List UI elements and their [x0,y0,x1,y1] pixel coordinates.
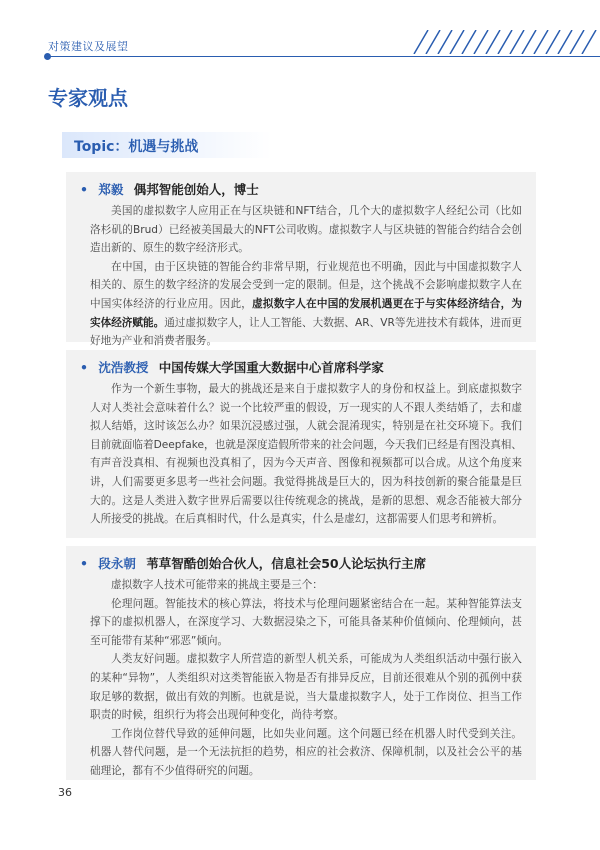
diagonal-stripes-decoration [410,30,600,54]
page-number: 36 [58,786,72,799]
paragraph: 工作岗位替代导致的延伸问题，比如失业问题。这个问题已经在机器人时代受到关注。机器人替代问题，是一个无法抗拒的趋势，相应的社会救济、保障机制，以及社会公平的基础理论，都有不少值得研究的问题。 [90,727,522,777]
expert-card-zheng-yi [66,172,536,348]
paragraph: 虚拟数字人技术可能带来的挑战主要是三个： [111,579,323,591]
expert-card-duan-yongchao [66,546,536,780]
section-title: 专家观点 [48,86,128,110]
topic-banner [62,132,272,158]
expert-name: 段永朝 [98,556,136,571]
expert-card-shen-hao [66,350,536,538]
bullet-icon: • [80,182,88,197]
paragraph: 人类友好问题。虚拟数字人所营造的新型人机关系，可能成为人类组织活动中强行嵌入的某种“异物”，人类组织对这类智能嵌入物是否有排异反应，目前还很难从个别的孤例中获取足够的数据，做出有效的判断。也就是说，当大量虚拟数字人，处于工作岗位、担当工作职责的时候，组织行为将会出现何种变化，尚待考察。 [90,653,522,722]
paragraph [90,258,522,351]
emphasis-text: 虚拟数字人在中国的发展机遇更在于与实体经济结合，为实体经济赋能。 [90,297,522,329]
bullet-icon: • [80,360,88,375]
expert-title: 中国传媒大学国重大数据中心首席科学家 [158,360,384,375]
bullet-icon: • [80,556,88,571]
paragraph: 美国的虚拟数字人应用正在与区块链和NFT结合，几个大的虚拟数字人经纪公司（比如洛杉矶的Brud）已经被美国最大的NFT公司收购。虚拟数字人与区块链的智能合约结合会创造出新的、原生的数字经济形式。 [90,205,522,255]
paragraph: 伦理问题。智能技术的核心算法，将技术与伦理问题紧密结合在一起。某种智能算法支撑下的虚拟机器人，在深度学习、大数据浸染之下，可能具备某种价值倾向、伦理倾向，甚至可能带有某种“邪恶”倾向。 [90,597,522,647]
header-dot [44,53,51,60]
expert-heading [80,180,259,198]
expert-statement [90,380,522,529]
expert-name: 郑毅 [98,182,124,197]
paragraph-text: 通过虚拟数字人，让人工智能、大数据、AR、VR等先进技术有载体，进而更好地为产业和消费者服务。 [90,316,523,348]
topic-label: Topic：机遇与挑战 [74,139,199,155]
paragraph: 作为一个新生事物，最大的挑战还是来自于虚拟数字人的身份和权益上。到底虚拟数字人对人类社会意味着什么？说一个比较严重的假设，万一现实的人不跟人类结婚了，去和虚拟人结婚，这时该怎么办？如果沉浸感过强，人就会混淆现实，特别是在社交环境下。我们目前就面临着Deepfake，也就是深度造假所带来的社会问题，今天我们已经是有图没真相、有声音没真相、有视频也没真相了，因为今天声音、图像和视频都可以合成。从这个角度来讲，人们需要更多思考一些社会问题。我觉得挑战是巨大的，因为科技创新的聚合能量是巨大的。这是人类进入数字世界后需要以往传统观念的挑战，是新的思想、观念否能被大部分人所接受的挑战。在后真相时代，什么是真实，什么是虚幻，这都需要人们思考和辨析。 [90,383,522,526]
running-header: 对策建议及展望 [48,40,129,53]
paragraph-text: 在中国，由于区块链的智能合约非常早期，行业规范也不明确，因此与中国虚拟数字人相关的、原生的数字经济的发展会受到一定的限制。但是，这个挑战不会影响虚拟数字人在中国实体经济的行业应用。因此， [90,260,522,310]
header-rule [48,56,600,57]
expert-name: 沈浩教授 [98,360,149,375]
expert-statement [90,576,522,781]
expert-title: 偶邦智能创始人，博士 [133,182,259,197]
expert-heading [80,358,384,376]
expert-statement [90,202,522,351]
expert-title: 苇草智酷创始合伙人，信息社会50人论坛执行主席 [146,556,427,571]
expert-heading [80,554,426,572]
